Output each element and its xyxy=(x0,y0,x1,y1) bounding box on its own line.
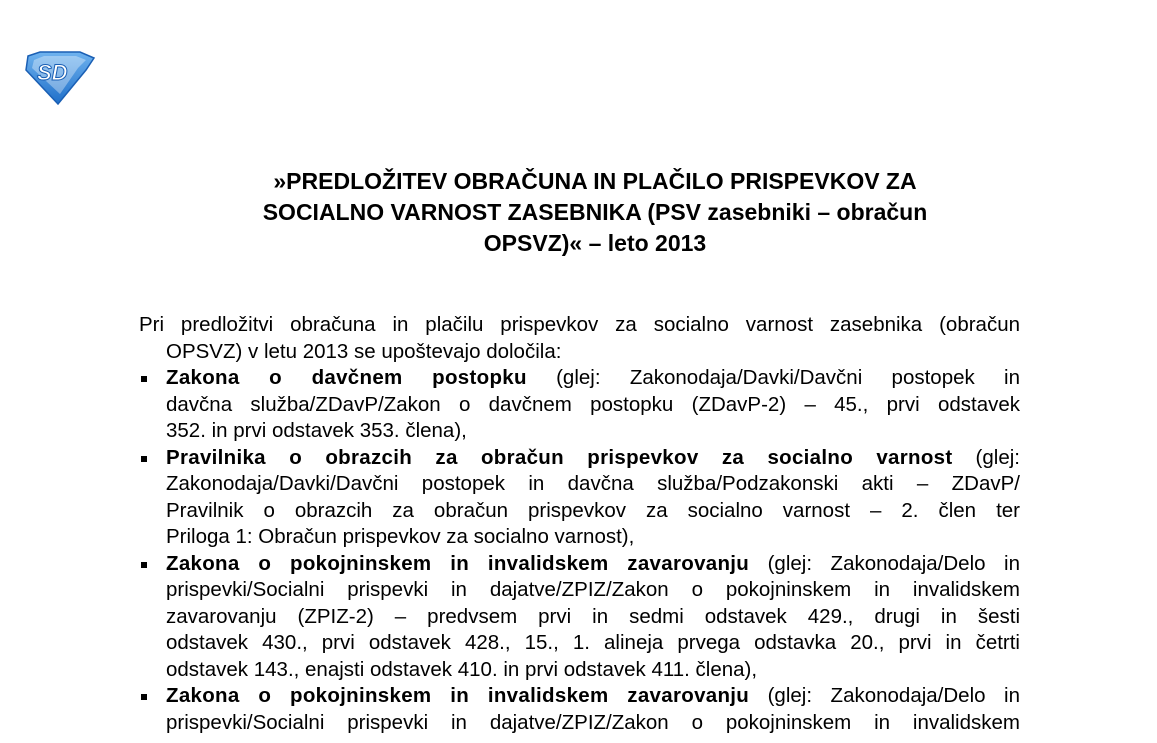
law-name: Zakona o pokojninskem in invalidskem zavarovanju xyxy=(166,684,750,707)
list-item xyxy=(139,551,1020,684)
title-line: »PREDLOŽITEV OBRAČUNA IN PLAČILO PRISPEVKOV ZA xyxy=(273,168,917,194)
bullet-icon xyxy=(141,562,147,568)
bullet-icon xyxy=(141,694,147,700)
list-item xyxy=(139,683,1020,736)
item-first-line: Zakona o pokojninskem in invalidskem zavarovanju (glej: Zakonodaja/Delo in xyxy=(166,684,1020,707)
bullet-icon xyxy=(141,456,147,462)
title-line: SOCIALNO VARNOST ZASEBNIKA (PSV zasebniki – obračun xyxy=(262,199,928,225)
item-line: 352. in prvi odstavek 353. člena), xyxy=(166,419,467,442)
item-line: prispevki/Socialni prispevki in dajatve/ZPIZ/Zakon o pokojninskem in invalidskem xyxy=(166,710,1020,734)
title-line: OPSVZ)« – leto 2013 xyxy=(483,230,707,256)
law-name: Pravilnika o obrazcih za obračun prispevkov za socialno varnost xyxy=(166,445,953,469)
list-item xyxy=(139,445,1020,551)
intro-paragraph xyxy=(139,312,1020,365)
item-first-line: Zakona o pokojninskem in invalidskem zavarovanju (glej: Zakonodaja/Delo in xyxy=(166,551,1020,575)
intro-line: Pri predložitvi obračuna in plačilu prispevkov za socialno varnost zasebnika (obračun xyxy=(139,313,1020,336)
item-first-line: Zakona o davčnem postopku (glej: Zakonodaja/Davki/Davčni postopek in xyxy=(166,366,1020,389)
intro-line: OPSVZ) v letu 2013 se upoštevajo določila: xyxy=(166,339,562,363)
item-line: zavarovanju (ZPIZ-2) – predvsem prvi in sedmi odstavek 429., drugi in šesti xyxy=(166,604,1020,628)
law-name: Zakona o davčnem postopku xyxy=(166,366,527,389)
item-first-line: Pravilnika o obrazcih za obračun prispevkov za socialno varnost (glej: xyxy=(166,445,1020,469)
svg-text:SD: SD xyxy=(37,60,68,85)
item-line: Zakonodaja/Davki/Davčni postopek in davčna služba/Podzakonski akti – ZDavP/ xyxy=(166,472,1020,495)
item-line: Pravilnik o obrazcih za obračun prispevkov za socialno varnost – 2. člen ter xyxy=(166,498,1020,522)
law-name: Zakona o pokojninskem in invalidskem zavarovanju xyxy=(166,551,750,575)
provisions-list xyxy=(139,365,1020,736)
item-line: prispevki/Socialni prispevki in dajatve/ZPIZ/Zakon o pokojninskem in invalidskem xyxy=(166,578,1020,601)
bullet-icon xyxy=(141,376,147,382)
document-title xyxy=(150,166,1040,259)
document-body xyxy=(139,312,1020,736)
list-item xyxy=(139,365,1020,445)
item-line: Priloga 1: Obračun prispevkov za socialno varnost), xyxy=(166,525,635,548)
item-line: odstavek 143., enajsti odstavek 410. in prvi odstavek 411. člena), xyxy=(166,657,758,681)
item-line: davčna služba/ZDavP/Zakon o davčnem postopku (ZDavP-2) – 45., prvi odstavek xyxy=(166,392,1020,416)
logo-icon xyxy=(22,50,96,106)
item-line: odstavek 430., prvi odstavek 428., 15., 1. alineja prvega odstavka 20., prvi in četrti xyxy=(166,631,1020,654)
